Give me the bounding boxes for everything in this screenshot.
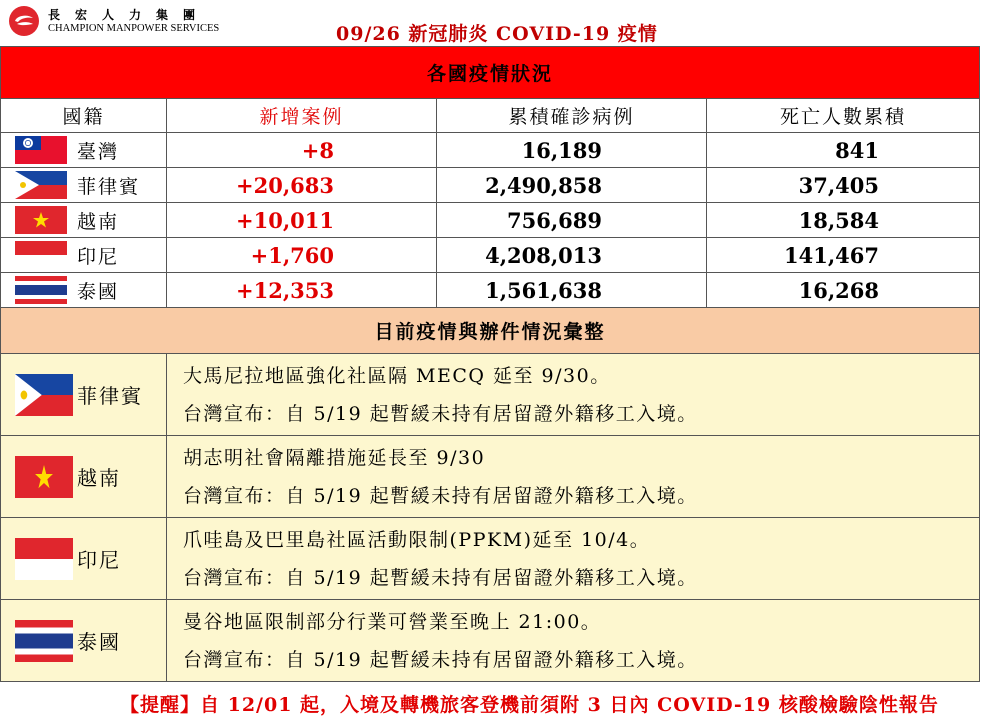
- summary-line: 大馬尼拉地區強化社區隔 MECQ 延至 9/30。: [183, 364, 611, 387]
- country-name: 印尼: [77, 245, 120, 268]
- column-header-deaths: 死亡人數累積: [707, 99, 980, 132]
- cumulative-cell: 1,561,638: [437, 273, 707, 307]
- cumulative-cell: 4,208,013: [437, 238, 707, 272]
- new-cases-cell: +12,353: [167, 273, 437, 307]
- deaths-cell: 141,467: [707, 238, 980, 272]
- deaths-cell: 18,584: [707, 203, 980, 237]
- deaths-cell: 16,268: [707, 273, 980, 307]
- vietnam-flag-icon: [15, 206, 67, 234]
- table-row: [0, 203, 980, 238]
- page-header: [0, 0, 982, 46]
- summary-text-cell: [167, 436, 980, 517]
- vietnam-flag-icon: [15, 456, 73, 498]
- summary-country-cell: [1, 518, 167, 599]
- summary-line: 台灣宣布：自 5/19 起暫緩未持有居留證外籍移工入境。: [183, 402, 698, 425]
- footer-notice: 【提醒】自 12/01 起，入境及轉機旅客登機前須附 3 日內 COVID-19 核酸檢驗陰性報告: [120, 694, 939, 716]
- cumulative-cell: 16,189: [437, 133, 707, 167]
- summary-text-cell: [167, 354, 980, 435]
- new-cases-cell: +8: [167, 133, 437, 167]
- country-cell: [1, 203, 167, 237]
- country-cell: [1, 273, 167, 307]
- column-header-new-cases: 新增案例: [167, 99, 437, 132]
- summary-line: 曼谷地區限制部分行業可營業至晚上 21:00。: [183, 610, 602, 633]
- company-name-cn: 長宏人力集團: [48, 8, 211, 22]
- summary-country-name: 泰國: [77, 630, 121, 654]
- deaths-cell: 841: [707, 133, 980, 167]
- summary-country-cell: [1, 436, 167, 517]
- cumulative-cell: 2,490,858: [437, 168, 707, 202]
- cumulative-cell: 756,689: [437, 203, 707, 237]
- column-header-country: 國籍: [1, 99, 167, 132]
- deaths-cell: 37,405: [707, 168, 980, 202]
- summary-text-cell: [167, 600, 980, 681]
- summary-line: 爪哇島及巴里島社區活動限制(PPKM)延至 10/4。: [183, 528, 651, 551]
- summary-country-cell: [1, 354, 167, 435]
- summary-section-title: 目前疫情與辦件情況彙整: [0, 308, 980, 354]
- status-section-title: 各國疫情狀況: [0, 47, 980, 99]
- country-name: 菲律賓: [77, 175, 141, 198]
- summary-line: 胡志明社會隔離措施延長至 9/30: [183, 446, 486, 469]
- table-row: [0, 133, 980, 168]
- summary-line: 台灣宣布：自 5/19 起暫緩未持有居留證外籍移工入境。: [183, 566, 698, 589]
- summary-country-name: 菲律賓: [77, 384, 143, 408]
- table-header-row: [0, 99, 980, 133]
- company-name-en: CHAMPION MANPOWER SERVICES: [48, 23, 220, 34]
- country-name: 泰國: [77, 280, 120, 303]
- summary-row: [0, 354, 980, 436]
- summary-text-cell: [167, 518, 980, 599]
- table-row: [0, 168, 980, 203]
- company-logo-icon: [8, 5, 40, 37]
- summary-row: [0, 518, 980, 600]
- summary-country-name: 印尼: [77, 548, 121, 572]
- summary-line: 台灣宣布：自 5/19 起暫緩未持有居留證外籍移工入境。: [183, 484, 698, 507]
- thailand-flag-icon: [15, 276, 67, 304]
- country-cell: [1, 168, 167, 202]
- country-cell: [1, 238, 167, 272]
- summary-country-name: 越南: [77, 466, 121, 490]
- summary-row: [0, 436, 980, 518]
- summary-line: 台灣宣布：自 5/19 起暫緩未持有居留證外籍移工入境。: [183, 648, 698, 671]
- philippines-flag-icon: [15, 171, 67, 199]
- country-name: 越南: [77, 210, 120, 233]
- thailand-flag-icon: [15, 620, 73, 662]
- new-cases-cell: +10,011: [167, 203, 437, 237]
- summary-row: [0, 600, 980, 682]
- summary-country-cell: [1, 600, 167, 681]
- covid-table: [0, 46, 980, 682]
- country-cell: [1, 133, 167, 167]
- new-cases-cell: +20,683: [167, 168, 437, 202]
- page-title: 09/26 新冠肺炎 COVID-19 疫情: [336, 23, 658, 45]
- new-cases-cell: +1,760: [167, 238, 437, 272]
- philippines-flag-icon: [15, 374, 73, 416]
- indonesia-flag-icon: [15, 241, 67, 269]
- taiwan-flag-icon: [15, 136, 67, 164]
- table-row: [0, 273, 980, 308]
- table-row: [0, 238, 980, 273]
- country-name: 臺灣: [77, 140, 120, 163]
- column-header-cumulative: 累積確診病例: [437, 99, 707, 132]
- indonesia-flag-icon: [15, 538, 73, 580]
